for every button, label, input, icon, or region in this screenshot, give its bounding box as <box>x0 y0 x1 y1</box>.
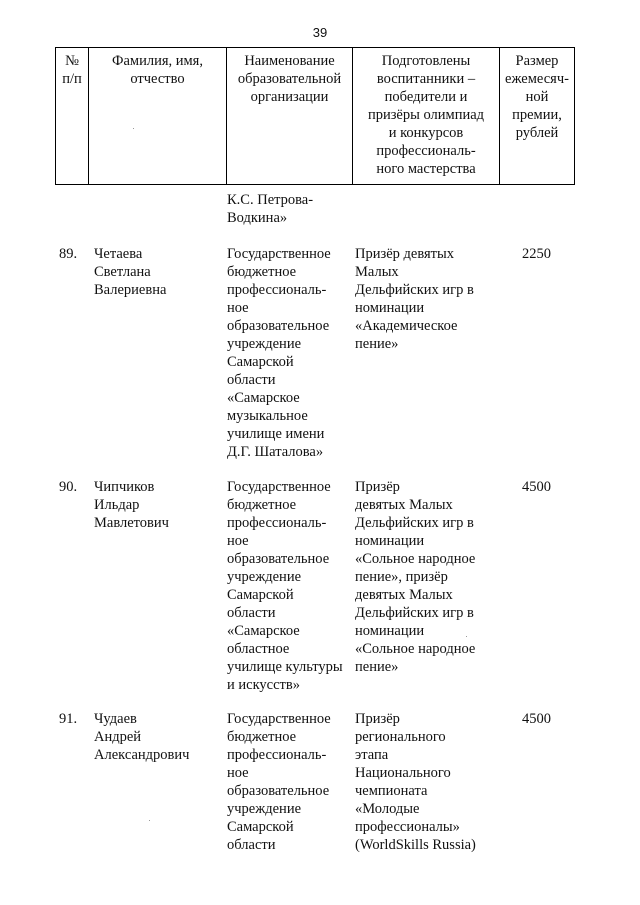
header-organization: Наименование образовательной организации <box>227 48 353 185</box>
header-full-name: Фамилия, имя, отчество <box>89 48 227 185</box>
row-full-name: Чудаев Андрей Александрович <box>94 711 190 763</box>
row-number: 91. <box>59 711 78 727</box>
row-full-name: Четаева Светлана Валериевна <box>94 246 167 298</box>
header-row <box>56 48 575 185</box>
continuation-organization: К.С. Петрова- Водкина» <box>227 192 314 226</box>
scan-speck <box>466 636 467 637</box>
table-header <box>55 47 575 185</box>
row-organization: Государственное бюджетное профессиональ- ное образовательное учреждение Самарской области «Самарское музыкальное училище имени Д.Г. Шаталова» <box>227 246 331 460</box>
row-bonus-amount: 4500 <box>522 711 551 727</box>
row-organization: Государственное бюджетное профессиональ- ное образовательное учреждение Самарской области «Самарское областное училище культуры и искусств» <box>227 479 343 693</box>
row-achievements: Призёр девятых Малых Дельфийских игр в номинации «Сольное народное пение», призёр девятых Малых Дельфийских игр в номинации «Сольное народное пение» <box>355 479 476 675</box>
header-number: № п/п <box>56 48 89 185</box>
row-bonus-amount: 2250 <box>522 246 551 262</box>
row-bonus-amount: 4500 <box>522 479 551 495</box>
row-achievements: Призёр девятых Малых Дельфийских игр в номинации «Академическое пение» <box>355 246 474 352</box>
scan-speck <box>133 128 134 129</box>
header-achievements: Подготовлены воспитанники – победители и призёры олимпиад и конкурсов профессиональ- ного мастерства <box>353 48 500 185</box>
header-bonus-amount: Размер ежемесяч- ной премии, рублей <box>500 48 575 185</box>
row-organization: Государственное бюджетное профессиональ- ное образовательное учреждение Самарской области <box>227 711 331 853</box>
row-number: 89. <box>59 246 78 262</box>
row-full-name: Чипчиков Ильдар Мавлетович <box>94 479 169 531</box>
scan-speck <box>149 820 150 821</box>
page-number: 39 <box>312 25 328 40</box>
row-achievements: Призёр регионального этапа Национального чемпионата «Молодые профессионалы» (WorldSkills Russia) <box>355 711 476 853</box>
row-number: 90. <box>59 479 78 495</box>
